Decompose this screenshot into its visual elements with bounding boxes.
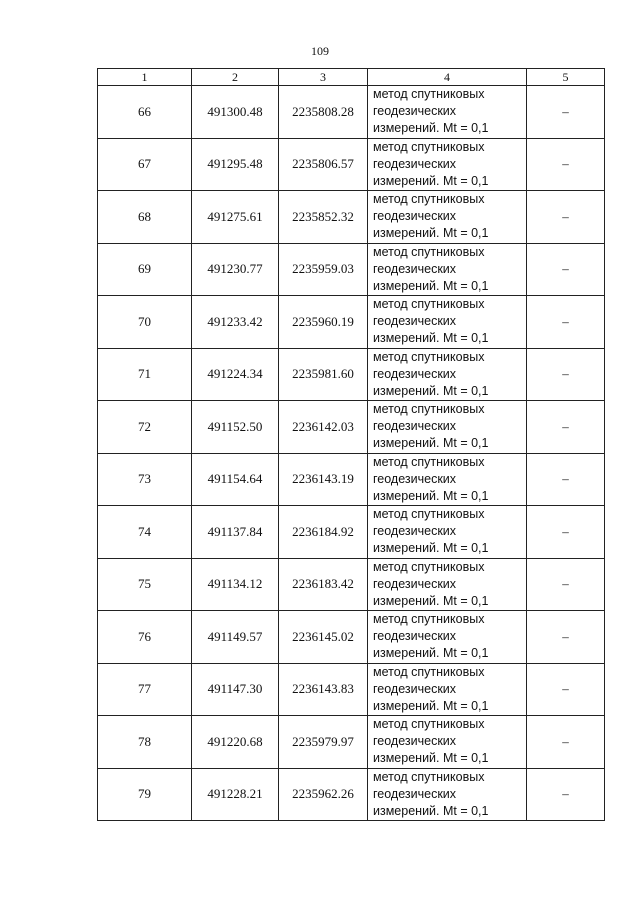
table-header-row (98, 69, 605, 86)
x-coordinate-cell: 491134.12 (192, 558, 279, 611)
method-cell (368, 716, 527, 769)
point-number-cell: 79 (98, 768, 192, 821)
coordinates-table (97, 68, 605, 821)
method-text-line: метод спутниковых (373, 192, 485, 207)
x-coordinate-cell: 491149.57 (192, 611, 279, 664)
method-text-line: метод спутниковых (373, 507, 485, 522)
table-body (98, 86, 605, 821)
method-text-line: измерений. Mt = 0,1 (373, 646, 489, 661)
note-cell: – (527, 243, 605, 296)
note-cell: – (527, 191, 605, 244)
column-header: 2 (192, 69, 279, 86)
method-text-line: геодезических (373, 314, 457, 329)
method-text-line: измерений. Mt = 0,1 (373, 226, 489, 241)
point-number-cell: 76 (98, 611, 192, 664)
method-text-line: метод спутниковых (373, 559, 485, 574)
page-number: 109 (311, 44, 329, 58)
method-text-line: метод спутниковых (373, 297, 485, 312)
method-text-line: измерений. Mt = 0,1 (373, 488, 489, 503)
table-row (98, 768, 605, 821)
method-cell (368, 191, 527, 244)
y-coordinate-cell: 2235806.57 (279, 138, 368, 191)
y-coordinate-cell: 2235981.60 (279, 348, 368, 401)
method-text-line: метод спутниковых (373, 612, 485, 627)
method-text-line: измерений. Mt = 0,1 (373, 121, 489, 136)
y-coordinate-cell: 2236143.19 (279, 453, 368, 506)
column-header: 5 (527, 69, 605, 86)
table-row (98, 86, 605, 139)
point-number-cell: 71 (98, 348, 192, 401)
note-cell: – (527, 296, 605, 349)
column-header: 3 (279, 69, 368, 86)
method-text-line: метод спутниковых (373, 454, 485, 469)
method-text-line: измерений. Mt = 0,1 (373, 751, 489, 766)
note-cell: – (527, 138, 605, 191)
method-text-line: измерений. Mt = 0,1 (373, 593, 489, 608)
x-coordinate-cell: 491220.68 (192, 716, 279, 769)
note-cell: – (527, 663, 605, 716)
method-cell (368, 663, 527, 716)
table-row (98, 558, 605, 611)
table-row (98, 138, 605, 191)
note-cell: – (527, 716, 605, 769)
x-coordinate-cell: 491230.77 (192, 243, 279, 296)
y-coordinate-cell: 2235959.03 (279, 243, 368, 296)
method-cell (368, 558, 527, 611)
method-text-line: метод спутниковых (373, 87, 485, 102)
x-coordinate-cell: 491228.21 (192, 768, 279, 821)
method-text-line: измерений. Mt = 0,1 (373, 541, 489, 556)
point-number-cell: 72 (98, 401, 192, 454)
method-text-line: метод спутниковых (373, 402, 485, 417)
method-text-line: геодезических (373, 366, 457, 381)
method-cell (368, 86, 527, 139)
column-header: 1 (98, 69, 192, 86)
method-text-line: измерений. Mt = 0,1 (373, 436, 489, 451)
note-cell: – (527, 558, 605, 611)
method-text-line: геодезических (373, 734, 457, 749)
table-row (98, 716, 605, 769)
note-cell: – (527, 768, 605, 821)
x-coordinate-cell: 491295.48 (192, 138, 279, 191)
point-number-cell: 78 (98, 716, 192, 769)
note-cell: – (527, 401, 605, 454)
y-coordinate-cell: 2235979.97 (279, 716, 368, 769)
table-row (98, 506, 605, 559)
method-text-line: измерений. Mt = 0,1 (373, 383, 489, 398)
method-text-line: геодезических (373, 419, 457, 434)
table-row (98, 191, 605, 244)
point-number-cell: 66 (98, 86, 192, 139)
column-header: 4 (368, 69, 527, 86)
point-number-cell: 77 (98, 663, 192, 716)
table-row (98, 401, 605, 454)
method-text-line: метод спутниковых (373, 664, 485, 679)
x-coordinate-cell: 491224.34 (192, 348, 279, 401)
point-number-cell: 68 (98, 191, 192, 244)
method-text-line: измерений. Mt = 0,1 (373, 803, 489, 818)
point-number-cell: 75 (98, 558, 192, 611)
note-cell: – (527, 506, 605, 559)
method-text-line: геодезических (373, 209, 457, 224)
method-cell (368, 296, 527, 349)
method-text-line: геодезических (373, 576, 457, 591)
point-number-cell: 70 (98, 296, 192, 349)
point-number-cell: 73 (98, 453, 192, 506)
x-coordinate-cell: 491300.48 (192, 86, 279, 139)
method-text-line: метод спутниковых (373, 769, 485, 784)
method-cell (368, 768, 527, 821)
note-cell: – (527, 86, 605, 139)
y-coordinate-cell: 2235962.26 (279, 768, 368, 821)
method-text-line: геодезических (373, 524, 457, 539)
method-cell (368, 243, 527, 296)
x-coordinate-cell: 491137.84 (192, 506, 279, 559)
point-number-cell: 74 (98, 506, 192, 559)
note-cell: – (527, 348, 605, 401)
method-text-line: измерений. Mt = 0,1 (373, 278, 489, 293)
y-coordinate-cell: 2236142.03 (279, 401, 368, 454)
y-coordinate-cell: 2236143.83 (279, 663, 368, 716)
method-text-line: геодезических (373, 261, 457, 276)
point-number-cell: 67 (98, 138, 192, 191)
method-cell (368, 506, 527, 559)
method-text-line: измерений. Mt = 0,1 (373, 331, 489, 346)
table-row (98, 348, 605, 401)
method-text-line: измерений. Mt = 0,1 (373, 173, 489, 188)
table-row (98, 296, 605, 349)
x-coordinate-cell: 491152.50 (192, 401, 279, 454)
x-coordinate-cell: 491233.42 (192, 296, 279, 349)
method-cell (368, 138, 527, 191)
method-text-line: метод спутниковых (373, 717, 485, 732)
method-text-line: геодезических (373, 786, 457, 801)
method-cell (368, 401, 527, 454)
method-text-line: геодезических (373, 104, 457, 119)
method-text-line: метод спутниковых (373, 244, 485, 259)
method-text-line: геодезических (373, 471, 457, 486)
note-cell: – (527, 611, 605, 664)
y-coordinate-cell: 2235960.19 (279, 296, 368, 349)
table-row (98, 611, 605, 664)
method-text-line: измерений. Mt = 0,1 (373, 698, 489, 713)
method-text-line: геодезических (373, 629, 457, 644)
method-text-line: геодезических (373, 156, 457, 171)
y-coordinate-cell: 2235852.32 (279, 191, 368, 244)
table-row (98, 453, 605, 506)
table-row (98, 243, 605, 296)
note-cell: – (527, 453, 605, 506)
point-number-cell: 69 (98, 243, 192, 296)
method-cell (368, 611, 527, 664)
y-coordinate-cell: 2236145.02 (279, 611, 368, 664)
x-coordinate-cell: 491147.30 (192, 663, 279, 716)
y-coordinate-cell: 2236183.42 (279, 558, 368, 611)
method-text-line: метод спутниковых (373, 139, 485, 154)
method-text-line: метод спутниковых (373, 349, 485, 364)
y-coordinate-cell: 2236184.92 (279, 506, 368, 559)
method-cell (368, 453, 527, 506)
method-text-line: геодезических (373, 681, 457, 696)
table-row (98, 663, 605, 716)
y-coordinate-cell: 2235808.28 (279, 86, 368, 139)
x-coordinate-cell: 491154.64 (192, 453, 279, 506)
x-coordinate-cell: 491275.61 (192, 191, 279, 244)
method-cell (368, 348, 527, 401)
